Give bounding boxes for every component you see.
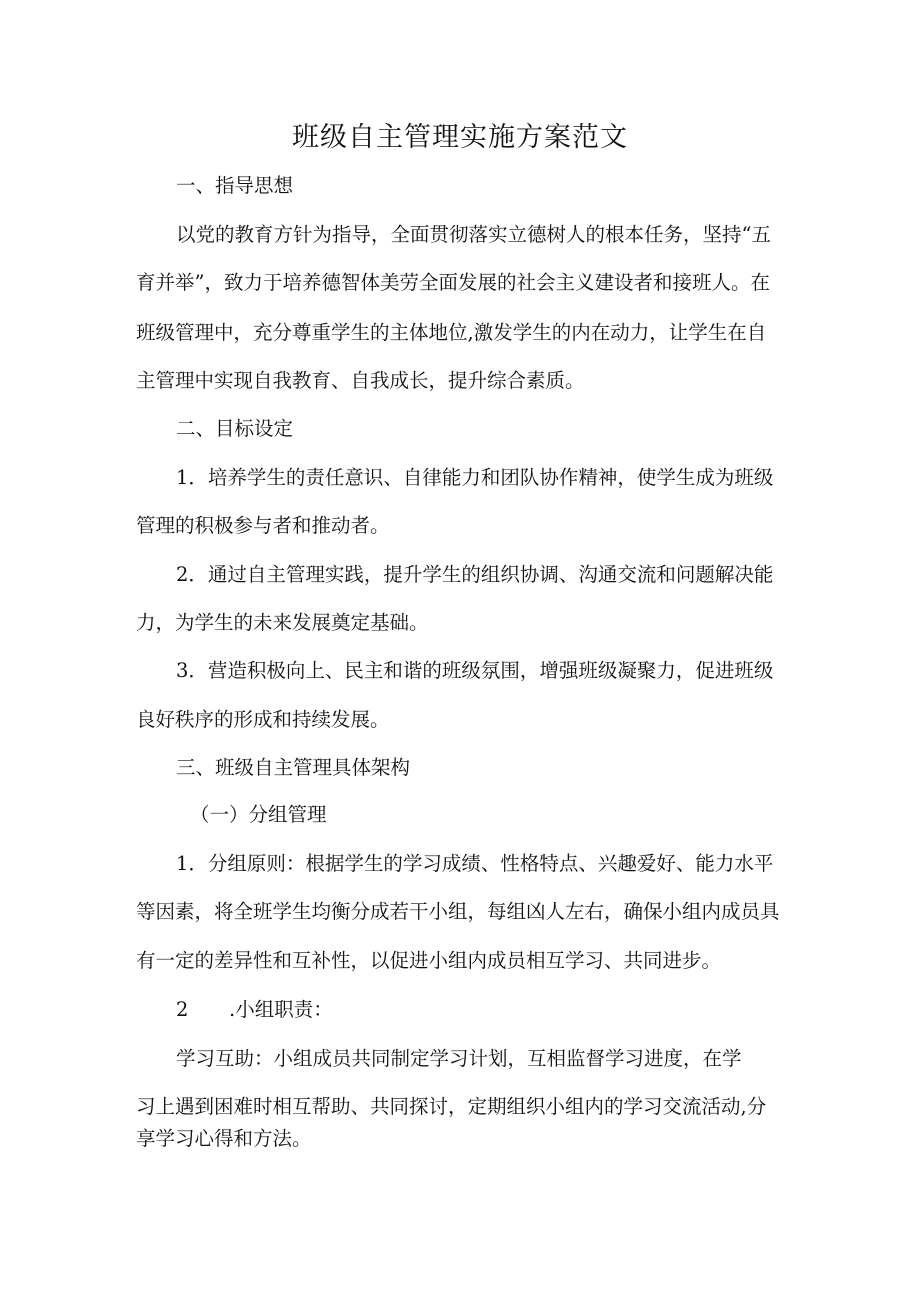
sub-heading-group-management: （一）分组管理 xyxy=(190,803,327,826)
paragraph-line: 主管理中实现自我教育、自我成长，提升综合素质。 xyxy=(136,369,585,392)
goal-item-3: 3．营造积极向上、民主和谐的班级氛围，增强班级凝聚力，促进班级 xyxy=(176,659,774,682)
group-duties-number: 2 xyxy=(176,998,189,1021)
goal-item-1-cont: 管理的积极参与者和推动者。 xyxy=(136,514,390,537)
goal-item-2: 2．通过自主管理实践，提升学生的组织协调、沟通交流和问题解决能 xyxy=(176,563,774,586)
group-duties-label: .小组职责： xyxy=(229,998,333,1021)
paragraph-line: 班级管理中，充分尊重学生的主体地位,激发学生的内在动力，让学生在自 xyxy=(136,321,767,344)
paragraph-line: 育并举”，致力于培养德智体美劳全面发展的社会主义建设者和接班人。在 xyxy=(136,271,770,294)
grouping-principle-cont: 有一定的差异性和互补性，以促进小组内成员相互学习、共同进步。 xyxy=(136,949,722,972)
grouping-principle: 1．分组原则：根据学生的学习成绩、性格特点、兴趣爱好、能力水平 xyxy=(176,852,774,875)
section-heading-structure: 三、班级自主管理具体架构 xyxy=(176,756,411,779)
study-mutual-aid-cont: 享学习心得和方法。 xyxy=(136,1127,312,1150)
goal-item-3-cont: 良好秩序的形成和持续发展。 xyxy=(136,708,390,731)
goal-item-1: 1．培养学生的责任意识、自律能力和团队协作精神，使学生成为班级 xyxy=(176,466,774,489)
section-heading-guiding-ideology: 一、指导思想 xyxy=(176,174,294,197)
grouping-principle-cont: 等因素，将全班学生均衡分成若干小组，每组凶人左右，确保小组内成员具 xyxy=(136,900,780,923)
section-heading-goals: 二、目标设定 xyxy=(176,417,294,440)
paragraph-line: 以党的教育方针为指导，全面贯彻落实立德树人的根本任务，坚持“五 xyxy=(176,223,771,246)
document-title: 班级自主管理实施方案范文 xyxy=(292,122,628,153)
study-mutual-aid: 学习互助：小组成员共同制定学习计划，互相监督学习进度，在学 xyxy=(176,1047,742,1070)
goal-item-2-cont: 力，为学生的未来发展奠定基础。 xyxy=(136,611,429,634)
study-mutual-aid-cont: 习上遇到困难时相互帮助、共同探讨，定期组织小组内的学习交流活动,分 xyxy=(136,1095,767,1118)
